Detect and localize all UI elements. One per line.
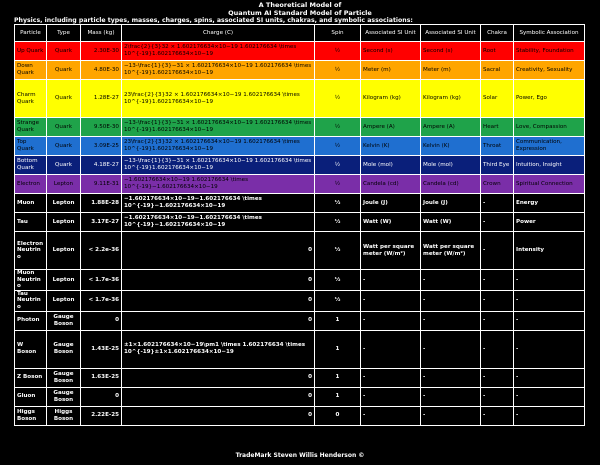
cell-spin: ½	[315, 156, 361, 175]
cell-charge: 0	[122, 406, 315, 425]
cell-chakra: Root	[481, 42, 514, 61]
cell-chakra: -	[481, 290, 514, 311]
cell-si2: Watt (W)	[421, 213, 481, 232]
cell-charge: 0	[122, 368, 315, 387]
cell-symbolic: Intuition, Insight	[514, 156, 585, 175]
cell-chakra: -	[481, 330, 514, 368]
cell-charge: 0	[122, 311, 315, 330]
cell-particle: Muon Neutrino	[15, 270, 47, 291]
cell-symbolic: Power	[514, 213, 585, 232]
table-row	[15, 175, 585, 194]
cell-symbolic: -	[514, 330, 585, 368]
cell-si2: Ampere (A)	[421, 118, 481, 137]
cell-charge: 23\frac{2}{3}32 × 1.602176634×10−19 1.602176634 \times 10^{-19}1.602176634×10−19	[122, 137, 315, 156]
column-header: Mass (kg)	[81, 25, 122, 42]
cell-spin: 0	[315, 406, 361, 425]
cell-particle: Tau	[15, 213, 47, 232]
cell-si1: Kelvin (K)	[361, 137, 421, 156]
cell-particle: Muon	[15, 194, 47, 213]
cell-symbolic: Energy	[514, 194, 585, 213]
cell-si1: -	[361, 406, 421, 425]
cell-charge: −13-\frac{1}{3}−31 × 1.602176634×10−19 1.602176634 \times 10^{-19}1.602176634×10−19	[122, 61, 315, 80]
cell-mass: 9.11E-31	[81, 175, 122, 194]
cell-chakra: Throat	[481, 137, 514, 156]
cell-spin: ½	[315, 42, 361, 61]
cell-mass: 3.09E-25	[81, 137, 122, 156]
table-row	[15, 330, 585, 368]
cell-charge: −1.602176634×10−19 1.602176634 \times 10^{-19}−1.602176634×10−19	[122, 175, 315, 194]
cell-chakra: -	[481, 406, 514, 425]
cell-symbolic: Creativity, Sexuality	[514, 61, 585, 80]
column-header: Spin	[315, 25, 361, 42]
cell-spin: ½	[315, 270, 361, 291]
cell-spin: ½	[315, 61, 361, 80]
footer-trademark: TradeMark Steven Willis Henderson ©	[235, 452, 365, 459]
table-row	[15, 406, 585, 425]
cell-si2: Meter (m)	[421, 61, 481, 80]
cell-si2: Candela (cd)	[421, 175, 481, 194]
cell-chakra: -	[481, 311, 514, 330]
cell-mass: 1.88E-28	[81, 194, 122, 213]
cell-mass: 0	[81, 387, 122, 406]
cell-si1: Second (s)	[361, 42, 421, 61]
cell-mass: 9.50E-30	[81, 118, 122, 137]
cell-si2: -	[421, 406, 481, 425]
cell-spin: ½	[315, 194, 361, 213]
cell-particle: Up Quark	[15, 42, 47, 61]
cell-symbolic: Power, Ego	[514, 80, 585, 118]
cell-type: Quark	[47, 118, 81, 137]
cell-charge: 2\frac{2}{3}32 × 1.602176634×10−19 1.602176634 \times 10^{-19}1.602176634×10−19	[122, 42, 315, 61]
cell-particle: Z Boson	[15, 368, 47, 387]
table-row	[15, 270, 585, 291]
cell-type: Lepton	[47, 194, 81, 213]
header-row	[15, 25, 585, 42]
cell-symbolic: -	[514, 311, 585, 330]
table-row	[15, 80, 585, 118]
cell-chakra: Sacral	[481, 61, 514, 80]
cell-si1: Watt (W)	[361, 213, 421, 232]
cell-symbolic: -	[514, 290, 585, 311]
cell-chakra: -	[481, 387, 514, 406]
column-header: Symbolic Association	[514, 25, 585, 42]
cell-chakra: Third Eye	[481, 156, 514, 175]
cell-symbolic: Love, Compassion	[514, 118, 585, 137]
cell-spin: ½	[315, 80, 361, 118]
cell-particle: W Boson	[15, 330, 47, 368]
cell-si2: Joule (J)	[421, 194, 481, 213]
cell-si1: Mole (mol)	[361, 156, 421, 175]
title-line-2: Quantum AI Standard Model of Particle	[228, 9, 372, 17]
cell-symbolic: Intensity	[514, 232, 585, 270]
cell-charge: 0	[122, 290, 315, 311]
cell-si2: -	[421, 270, 481, 291]
cell-mass: 3.17E-27	[81, 213, 122, 232]
cell-spin: ½	[315, 175, 361, 194]
cell-si1: Watt per square meter (W/m²)	[361, 232, 421, 270]
title-line-1: A Theoretical Model of	[258, 1, 342, 9]
cell-mass: 2.22E-25	[81, 406, 122, 425]
cell-particle: Electron	[15, 175, 47, 194]
table-row	[15, 137, 585, 156]
cell-charge: −13-\frac{1}{3}−31 × 1.602176634×10−19 1.602176634 \times 10^{-19}1.602176634×10−19	[122, 118, 315, 137]
cell-si2: -	[421, 387, 481, 406]
cell-si2: Mole (mol)	[421, 156, 481, 175]
table-row	[15, 311, 585, 330]
cell-si2: -	[421, 330, 481, 368]
cell-mass: 0	[81, 311, 122, 330]
column-header: Chakra	[481, 25, 514, 42]
cell-particle: Electron Neutrino	[15, 232, 47, 270]
cell-si1: -	[361, 368, 421, 387]
cell-spin: ½	[315, 290, 361, 311]
cell-mass: < 2.2e-36	[81, 232, 122, 270]
cell-mass: 1.43E-25	[81, 330, 122, 368]
cell-particle: Photon	[15, 311, 47, 330]
cell-si2: Second (s)	[421, 42, 481, 61]
cell-si2: -	[421, 290, 481, 311]
cell-charge: 0	[122, 387, 315, 406]
cell-particle: Strange Quark	[15, 118, 47, 137]
cell-type: Quark	[47, 61, 81, 80]
cell-particle: Higgs Boson	[15, 406, 47, 425]
cell-spin: ½	[315, 213, 361, 232]
cell-mass: 4.80E-30	[81, 61, 122, 80]
cell-spin: 1	[315, 311, 361, 330]
cell-mass: < 1.7e-36	[81, 290, 122, 311]
cell-chakra: Solar	[481, 80, 514, 118]
table-row	[15, 387, 585, 406]
cell-particle: Charm Quark	[15, 80, 47, 118]
cell-chakra: -	[481, 213, 514, 232]
cell-spin: 1	[315, 330, 361, 368]
cell-charge: 0	[122, 270, 315, 291]
cell-chakra: -	[481, 194, 514, 213]
cell-si2: -	[421, 311, 481, 330]
cell-symbolic: Spiritual Connection	[514, 175, 585, 194]
cell-particle: Tau Neutrino	[15, 290, 47, 311]
table-body	[15, 42, 585, 426]
cell-chakra: Crown	[481, 175, 514, 194]
cell-spin: ½	[315, 232, 361, 270]
table-row	[15, 194, 585, 213]
table-row	[15, 213, 585, 232]
cell-type: Higgs Boson	[47, 406, 81, 425]
cell-charge: ±1×1.602176634×10−19\pm1 \times 1.602176634 \times 10^{-19}±1×1.602176634×10−19	[122, 330, 315, 368]
table-row	[15, 118, 585, 137]
cell-type: Lepton	[47, 213, 81, 232]
table-row	[15, 368, 585, 387]
cell-mass: 1.63E-25	[81, 368, 122, 387]
cell-chakra: -	[481, 368, 514, 387]
cell-particle: Down Quark	[15, 61, 47, 80]
cell-type: Lepton	[47, 175, 81, 194]
cell-symbolic: -	[514, 387, 585, 406]
cell-chakra: -	[481, 270, 514, 291]
cell-type: Lepton	[47, 232, 81, 270]
cell-si1: Kilogram (kg)	[361, 80, 421, 118]
cell-si1: -	[361, 330, 421, 368]
column-header: Charge (C)	[122, 25, 315, 42]
table-row	[15, 61, 585, 80]
cell-si1: Ampere (A)	[361, 118, 421, 137]
cell-type: Gauge Boson	[47, 311, 81, 330]
cell-si1: Meter (m)	[361, 61, 421, 80]
description: Physics, including particle types, masses, charges, spins, associated SI units, chakras, and symbolic associations:	[14, 17, 413, 24]
column-header: Associated SI Unit	[361, 25, 421, 42]
table-row	[15, 290, 585, 311]
cell-charge: 0	[122, 232, 315, 270]
cell-type: Quark	[47, 137, 81, 156]
cell-charge: −1.602176634×10−19−1.602176634 \times 10^{-19}−1.602176634×10−19	[122, 194, 315, 213]
cell-particle: Gluon	[15, 387, 47, 406]
cell-type: Gauge Boson	[47, 387, 81, 406]
cell-type: Quark	[47, 42, 81, 61]
cell-type: Gauge Boson	[47, 368, 81, 387]
particle-table	[14, 24, 585, 426]
cell-type: Gauge Boson	[47, 330, 81, 368]
cell-spin: 1	[315, 387, 361, 406]
cell-type: Quark	[47, 80, 81, 118]
column-header: Type	[47, 25, 81, 42]
cell-si1: -	[361, 270, 421, 291]
cell-charge: −1.602176634×10−19−1.602176634 \times 10^{-19}−1.602176634×10−19	[122, 213, 315, 232]
cell-spin: 1	[315, 368, 361, 387]
cell-si1: -	[361, 290, 421, 311]
cell-symbolic: -	[514, 270, 585, 291]
cell-symbolic: Stability, Foundation	[514, 42, 585, 61]
cell-si2: Watt per square meter (W/m²)	[421, 232, 481, 270]
cell-si2: -	[421, 368, 481, 387]
cell-si1: Joule (J)	[361, 194, 421, 213]
column-header: Associated SI Unit	[421, 25, 481, 42]
cell-type: Lepton	[47, 270, 81, 291]
cell-particle: Top Quark	[15, 137, 47, 156]
cell-chakra: -	[481, 232, 514, 270]
cell-type: Lepton	[47, 290, 81, 311]
cell-symbolic: -	[514, 368, 585, 387]
cell-mass: 4.18E-27	[81, 156, 122, 175]
cell-charge: 23\frac{2}{3}32 × 1.602176634×10−19 1.602176634 \times 10^{-19}1.602176634×10−19	[122, 80, 315, 118]
cell-chakra: Heart	[481, 118, 514, 137]
cell-mass: 1.28E-27	[81, 80, 122, 118]
table-row	[15, 156, 585, 175]
cell-spin: ½	[315, 118, 361, 137]
cell-symbolic: -	[514, 406, 585, 425]
cell-mass: < 1.7e-36	[81, 270, 122, 291]
table-row	[15, 232, 585, 270]
cell-spin: ½	[315, 137, 361, 156]
cell-particle: Bottom Quark	[15, 156, 47, 175]
cell-si2: Kilogram (kg)	[421, 80, 481, 118]
cell-si1: -	[361, 311, 421, 330]
table-row	[15, 42, 585, 61]
cell-si2: Kelvin (K)	[421, 137, 481, 156]
cell-type: Quark	[47, 156, 81, 175]
cell-mass: 2.30E-30	[81, 42, 122, 61]
cell-si1: -	[361, 387, 421, 406]
cell-symbolic: Communication, Expression	[514, 137, 585, 156]
cell-si1: Candela (cd)	[361, 175, 421, 194]
column-header: Particle	[15, 25, 47, 42]
cell-charge: −13-\frac{1}{3}−31 × 1.602176634×10−19 1.602176634 \times 10^{-19}1.602176634×10−19	[122, 156, 315, 175]
